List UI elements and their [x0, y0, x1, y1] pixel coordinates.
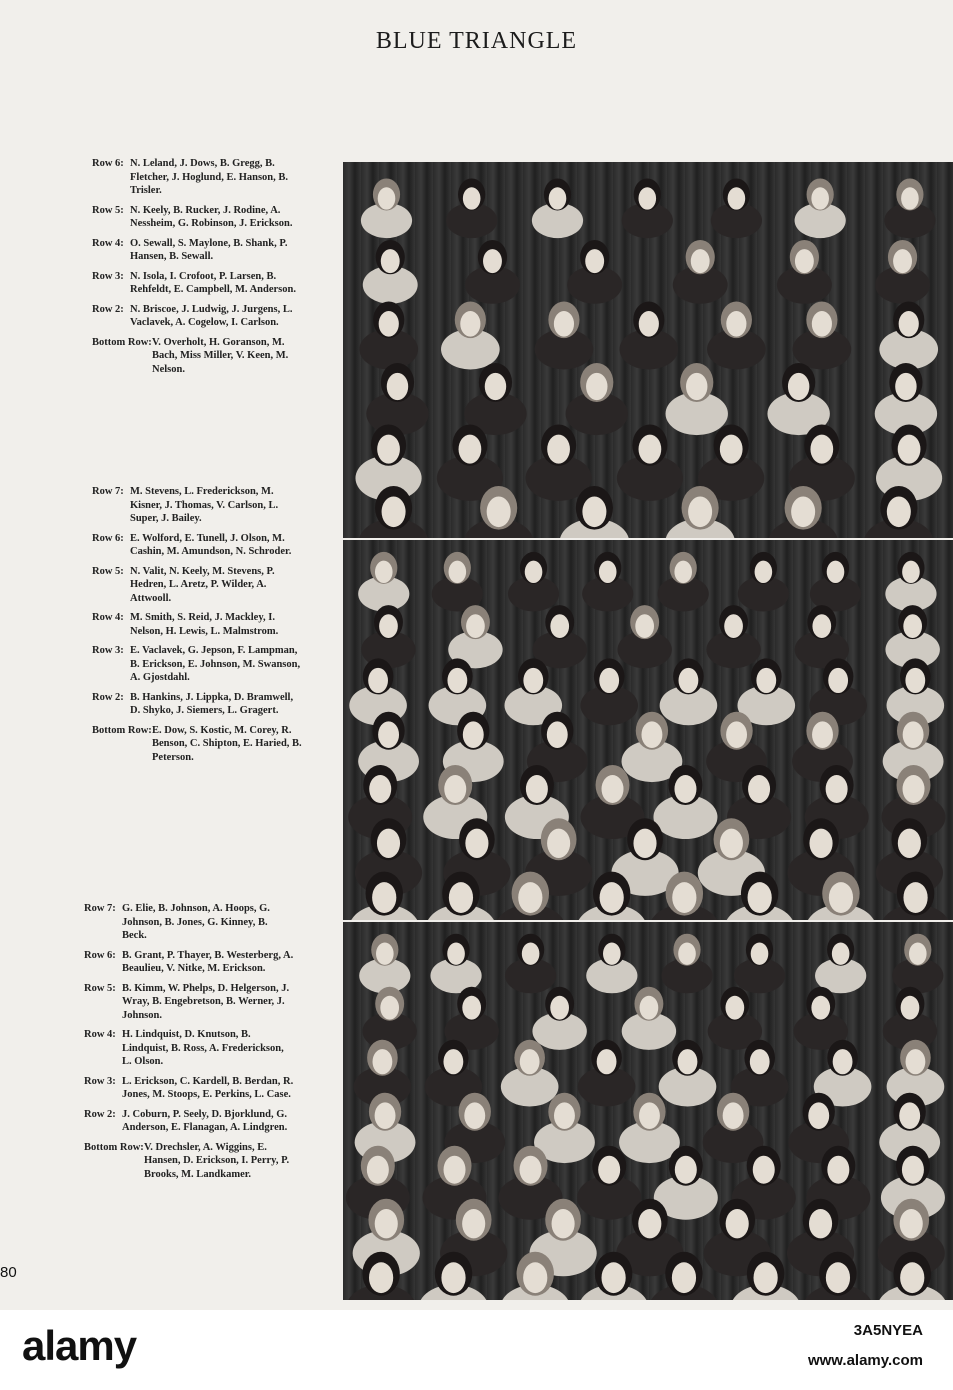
row-names: N. Keely, B. Rucker, J. Rodine, A. Nessheim, G. Robinson, J. Erickson. — [130, 204, 293, 229]
person-figure — [361, 178, 412, 238]
person-figure — [879, 301, 938, 369]
caption-row — [84, 949, 294, 976]
person-figure — [738, 552, 789, 612]
image-id: 3A5NYEA — [853, 1322, 923, 1339]
caption-row — [84, 1141, 294, 1182]
person-figure — [526, 424, 592, 500]
person-figure — [362, 987, 416, 1050]
person-figure — [617, 424, 683, 500]
person-figure — [535, 301, 594, 369]
person-figure — [441, 301, 500, 369]
row-names: V. Overholt, H. Goranson, M. Bach, Miss Miller, V. Keen, M. Nelson. — [152, 336, 289, 375]
person-figure — [361, 605, 415, 668]
person-figure — [659, 1040, 717, 1107]
person-figure — [578, 1040, 636, 1107]
row-names: V. Drechsler, A. Wiggins, E. Hansen, D. Erickson, I. Perry, P. Brooks, M. Landkamer. — [144, 1141, 290, 1180]
caption-row — [92, 724, 302, 765]
caption-row — [92, 485, 302, 526]
caption-row — [92, 237, 302, 264]
row-label: Bottom Row: — [92, 724, 152, 736]
person-figure — [567, 240, 622, 304]
row-label: Row 4: — [92, 237, 124, 249]
row-names: N. Leland, J. Dows, B. Gregg, B. Fletcher, J. Hoglund, E. Hanson, B. Trisler. — [130, 158, 289, 196]
person-figure — [666, 363, 728, 435]
person-figure — [619, 1093, 680, 1163]
person-figure — [622, 178, 673, 238]
person-figure — [505, 934, 556, 994]
row-label: Row 6: — [84, 949, 116, 961]
person-figure — [815, 934, 866, 994]
row-label: Row 5: — [84, 982, 116, 994]
person-figure — [465, 240, 520, 304]
row-names: L. Erickson, C. Kardell, B. Berdan, R. Jones, M. Stoops, E. Perkins, L. Case. — [122, 1075, 294, 1100]
row-names: E. Vaclavek, G. Jepson, F. Lampman, B. Erickson, E. Johnson, M. Swanson, A. Gjostdahl. — [130, 645, 301, 683]
row-names: B. Grant, P. Thayer, B. Westerberg, A. Beaulieu, V. Nitke, M. Erickson. — [122, 949, 294, 974]
person-figure — [580, 658, 638, 725]
row-label: Row 5: — [92, 204, 124, 216]
person-figure — [432, 552, 483, 612]
person-figure — [619, 301, 678, 369]
caption-row — [84, 1108, 294, 1135]
caption-group-2 — [92, 485, 302, 770]
caption-row — [92, 611, 302, 638]
person-figure — [464, 363, 526, 435]
row-label: Row 3: — [92, 270, 124, 282]
row-label: Row 3: — [92, 645, 124, 656]
caption-row — [92, 532, 302, 559]
row-label: Row 2: — [92, 303, 124, 315]
row-label: Row 4: — [84, 1029, 116, 1040]
person-figure — [876, 424, 942, 500]
caption-row — [84, 1028, 294, 1069]
person-figure — [363, 240, 418, 304]
person-figure — [734, 934, 785, 994]
caption-row — [92, 270, 302, 297]
watermark-band — [0, 1310, 953, 1390]
person-figure — [359, 934, 410, 994]
person-figure — [359, 301, 418, 369]
page-number: 80 — [0, 1264, 17, 1281]
person-figure — [349, 658, 407, 725]
person-figure — [358, 552, 409, 612]
person-figure — [446, 178, 497, 238]
person-figure — [708, 987, 762, 1050]
person-figure — [737, 658, 795, 725]
alamy-logo: alamy — [22, 1322, 137, 1369]
person-figure — [885, 552, 936, 612]
row-label: Row 6: — [92, 158, 124, 169]
caption-row — [84, 982, 294, 1023]
row-names: J. Coburn, P. Seely, D. Bjorklund, G. Anderson, E. Flanagan, A. Lindgren. — [122, 1108, 288, 1133]
caption-row — [84, 1075, 294, 1102]
row-names: N. Briscoe, J. Ludwig, J. Jurgens, L. Vaclavek, A. Cogelow, I. Carlson. — [130, 303, 293, 328]
person-figure — [622, 987, 676, 1050]
row-label: Bottom Row: — [92, 336, 152, 348]
person-figure — [661, 934, 712, 994]
caption-row — [92, 336, 302, 377]
person-figure — [617, 605, 671, 668]
person-figure — [795, 178, 846, 238]
row-names: M. Smith, S. Reid, J. Mackley, I. Nelson, H. Lewis, L. Malmstrom. — [130, 612, 279, 637]
row-names: N. Valit, N. Keely, M. Stevens, P. Hedren, L. Aretz, P. Wilder, A. Attwooll. — [130, 565, 275, 604]
caption-row — [92, 157, 302, 198]
caption-row — [92, 303, 302, 330]
group-photo-3 — [343, 922, 953, 1300]
row-label: Row 6: — [92, 532, 124, 544]
row-label: Row 5: — [92, 565, 124, 577]
person-figure — [586, 934, 637, 994]
person-figure — [711, 178, 762, 238]
person-figure — [875, 363, 937, 435]
person-figure — [884, 178, 935, 238]
group-photo-1 — [343, 162, 953, 538]
row-label: Bottom Row: — [84, 1141, 144, 1153]
row-label: Row 7: — [84, 903, 116, 914]
person-figure — [777, 240, 832, 304]
row-label: Row 2: — [84, 1108, 116, 1120]
caption-row — [92, 644, 302, 685]
row-names: N. Isola, I. Crofoot, P. Larsen, B. Rehfeldt, E. Campbell, M. Anderson. — [130, 270, 296, 295]
row-names: O. Sewall, S. Maylone, B. Shank, P. Hansen, B. Sewall. — [130, 237, 288, 262]
person-figure — [566, 363, 628, 435]
caption-group-1 — [92, 157, 302, 382]
row-label: Row 3: — [84, 1075, 116, 1087]
group-photo-2 — [343, 540, 953, 920]
person-figure — [707, 301, 766, 369]
row-names: B. Kimm, W. Phelps, D. Helgerson, J. Wray, B. Engebretson, B. Werner, J. Johnson. — [122, 982, 290, 1021]
person-figure — [660, 658, 718, 725]
person-figure — [533, 605, 587, 668]
row-names: B. Hankins, J. Lippka, D. Bramwell, D. Shyko, J. Siemers, L. Gragert. — [130, 691, 294, 716]
watermark-url: www.alamy.com — [807, 1352, 923, 1369]
row-label: Row 7: — [92, 486, 124, 497]
row-names: H. Lindquist, D. Knutson, B. Lindquist, B. Ross, A. Frederickson, L. Olson. — [122, 1029, 284, 1067]
row-names: G. Elie, B. Johnson, A. Hoops, G. Johnson, B. Jones, G. Kinney, B. Beck. — [122, 903, 270, 941]
person-figure — [767, 363, 829, 435]
person-figure — [532, 178, 583, 238]
person-figure — [430, 934, 481, 994]
person-figure — [883, 987, 937, 1050]
caption-row — [92, 691, 302, 718]
person-figure — [875, 240, 930, 304]
person-figure — [892, 934, 943, 994]
person-figure — [508, 552, 559, 612]
row-names: M. Stevens, L. Frederickson, M. Kisner, J. Thomas, V. Carlson, L. Super, J. Bailey. — [130, 486, 279, 524]
person-figure — [501, 1040, 559, 1107]
caption-row — [92, 204, 302, 231]
page-title: BLUE TRIANGLE — [375, 28, 578, 54]
row-names: E. Dow, S. Kostic, M. Corey, R. Benson, C. Shipton, E. Haried, B. Peterson. — [152, 724, 302, 763]
person-figure — [658, 552, 709, 612]
person-figure — [810, 552, 861, 612]
person-figure — [793, 301, 852, 369]
person-figure — [673, 240, 728, 304]
caption-row — [92, 565, 302, 606]
caption-row — [84, 902, 294, 943]
person-figure — [706, 605, 760, 668]
person-figure — [532, 987, 586, 1050]
row-label: Row 2: — [92, 691, 124, 703]
row-names: E. Wolford, E. Tunell, J. Olson, M. Cashin, M. Amundson, N. Schroder. — [130, 532, 292, 557]
row-label: Row 4: — [92, 612, 124, 623]
caption-group-3 — [84, 902, 294, 1187]
person-figure — [582, 552, 633, 612]
person-figure — [366, 363, 428, 435]
